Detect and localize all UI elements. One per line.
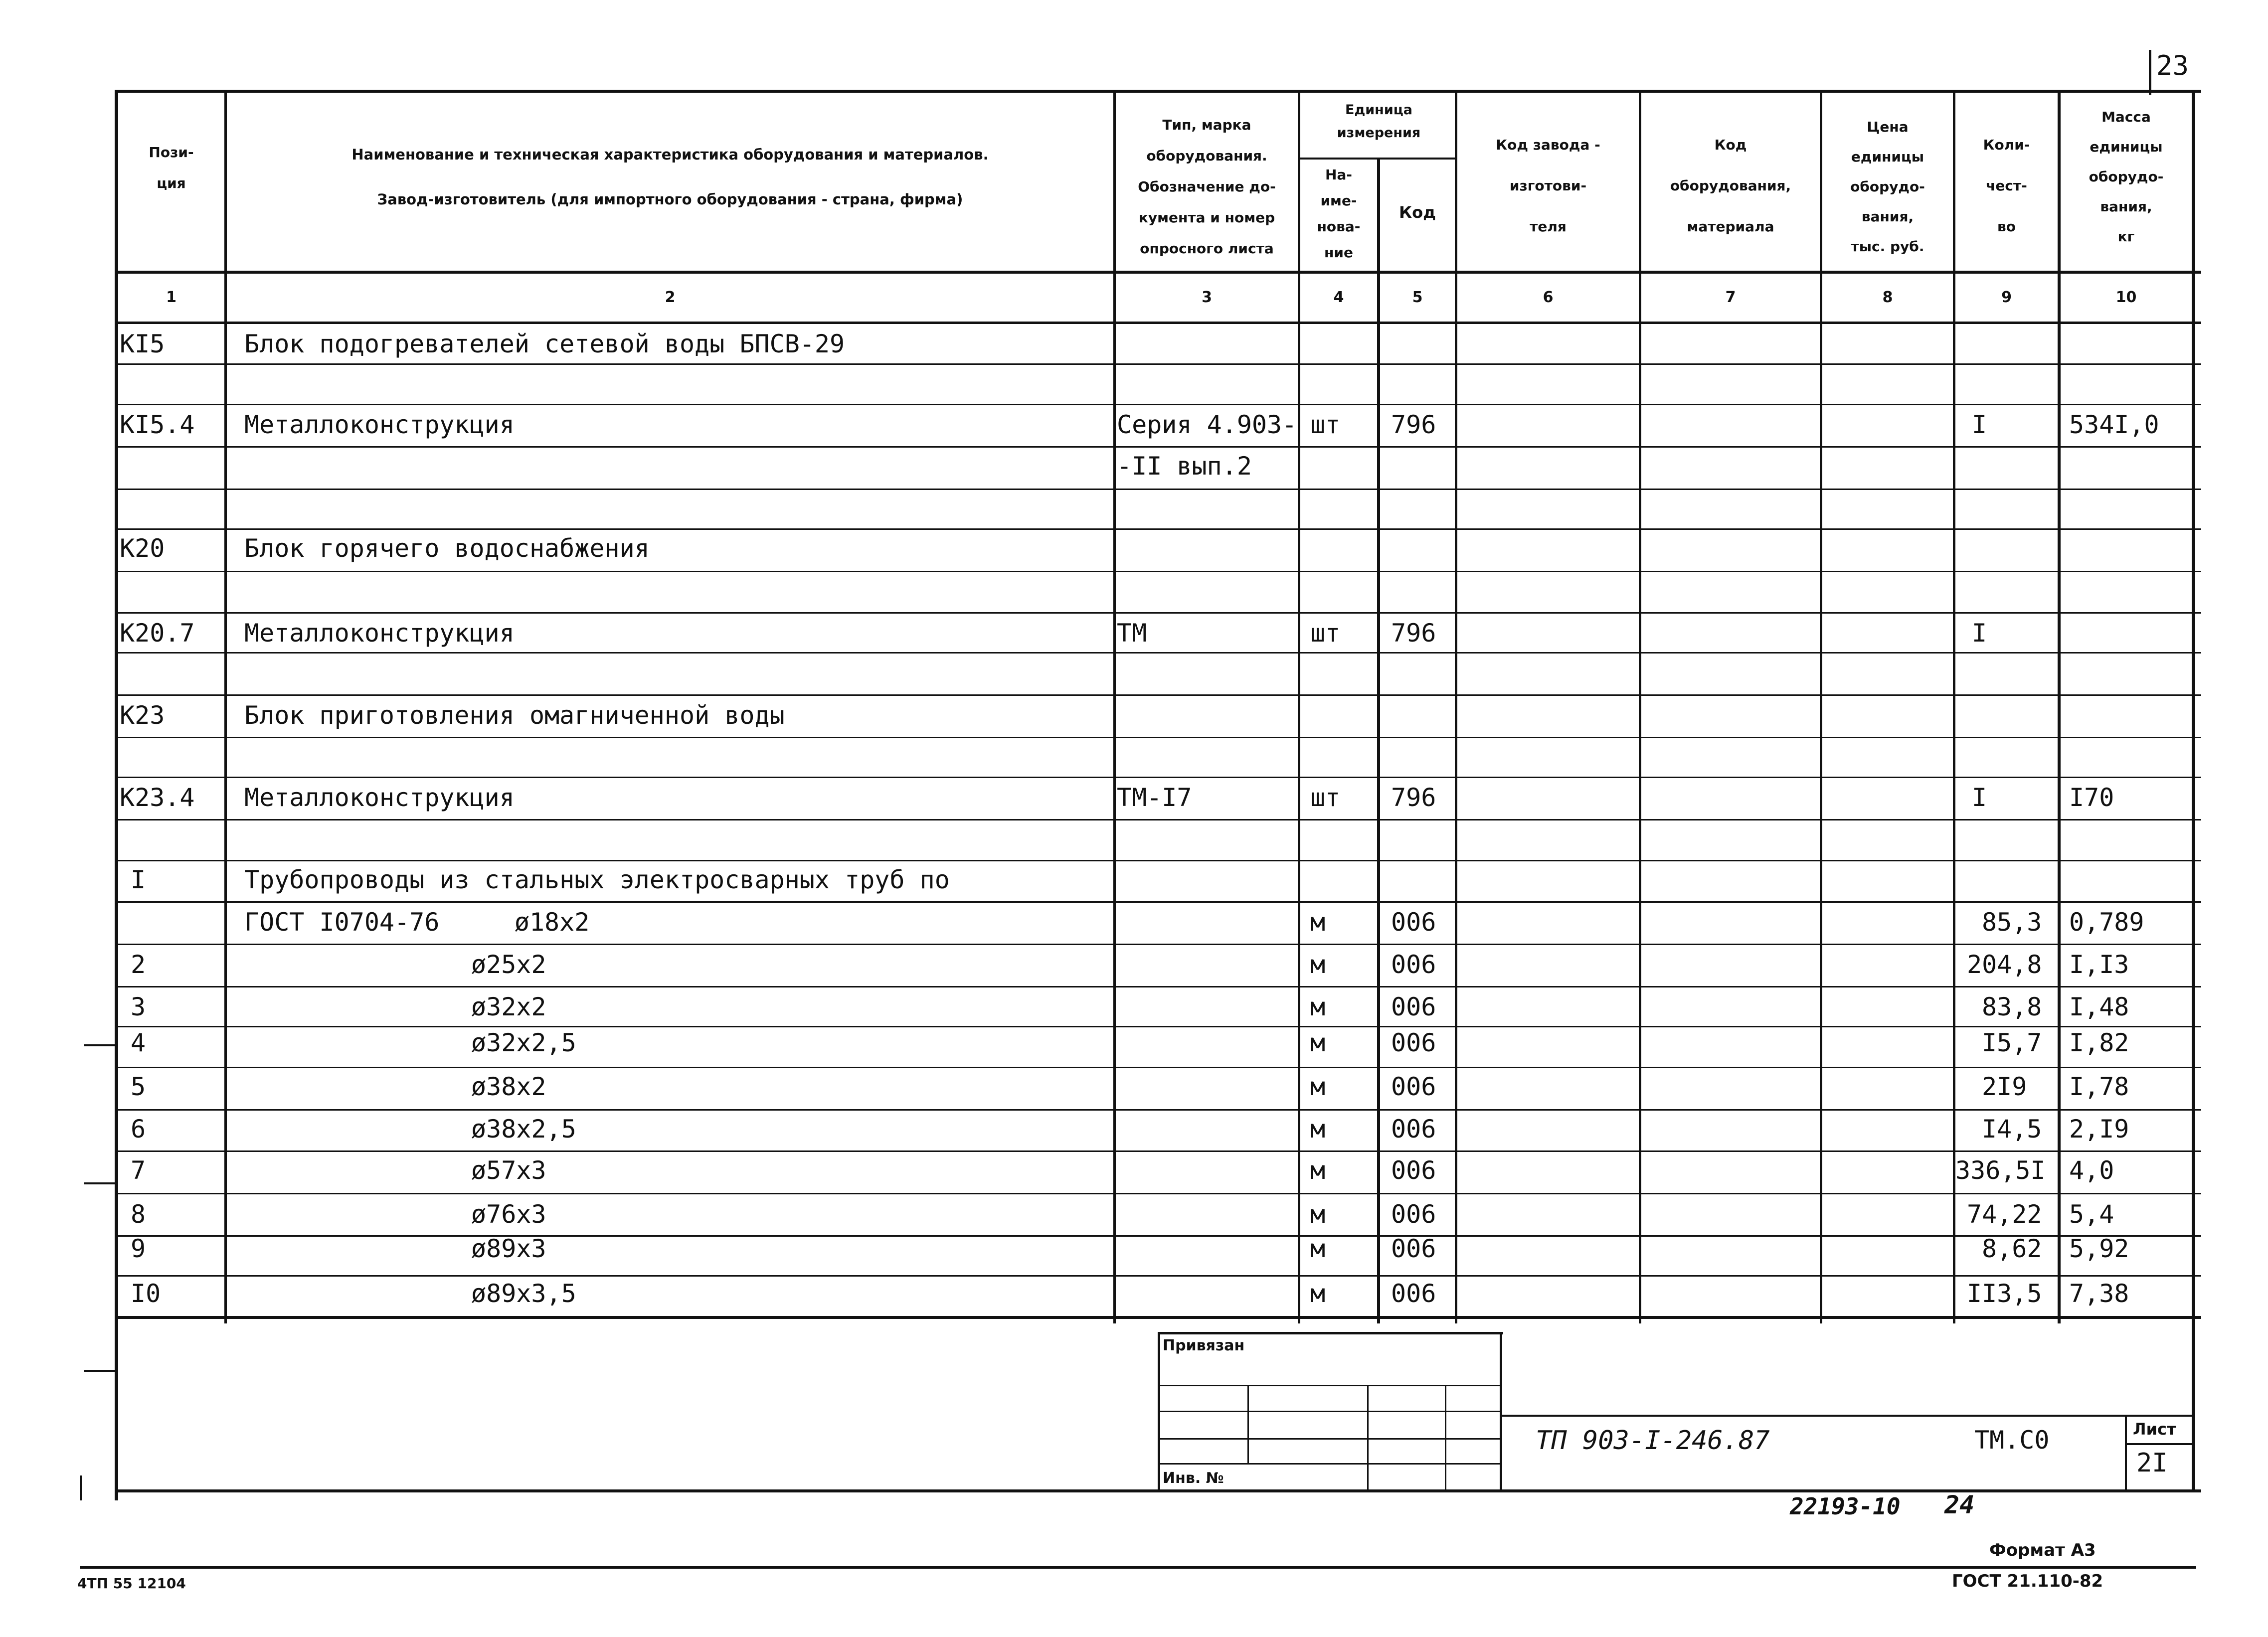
corner-bracket [2149,50,2151,95]
row-quantity: I4,5 [1982,1115,2042,1144]
sheet-number: 2I [2136,1448,2168,1478]
margin-corner-vertical [80,1475,82,1500]
row-line [115,528,2201,530]
row-code: 006 [1391,908,1436,937]
row-line [115,1193,2201,1194]
sheet-box-left [2125,1415,2127,1492]
row-mass: 5,92 [2069,1234,2129,1263]
colnum-2: 2 [665,289,676,306]
row-position: K20.7 [120,619,195,648]
footer-line [80,1566,2196,1569]
row-name: ГОСТ I0704-76 ø18x2 [244,908,590,937]
row-unit: м [1310,950,1326,979]
row-quantity: I [1972,619,1987,648]
header-unit-code: Код [1399,203,1436,222]
row-quantity: 336,5I [1955,1156,2046,1185]
sheet-label: Лист [2133,1420,2176,1439]
stamp-col [1247,1385,1249,1465]
row-position: K20 [120,534,165,563]
stamp-row [1159,1463,1502,1465]
row-line [115,777,2201,778]
row-line [115,860,2201,861]
bottom-left-code: 4ТП 55 12104 [77,1575,186,1592]
row-name: ø89x3,5 [471,1279,576,1308]
row-name: Металлоконструкция [244,410,515,439]
handwritten-page: 24 [1944,1490,1975,1519]
col-line-left [115,90,118,1500]
row-unit: м [1310,1028,1326,1057]
row-code: 796 [1391,783,1436,812]
row-line [115,1026,2201,1027]
header-mass: Масса единицы оборудо- вания, кг [2089,109,2164,245]
row-code: 006 [1391,1279,1436,1308]
row-code: 006 [1391,1072,1436,1101]
row-mass: 534I,0 [2069,410,2159,439]
row-unit: шт [1310,410,1341,439]
row-position: 6 [131,1115,146,1144]
row-line [115,944,2201,945]
row-line [115,986,2201,987]
row-unit: м [1310,1156,1326,1185]
row-code: 796 [1391,619,1436,648]
row-name: Металлоконструкция [244,619,515,648]
row-position: K23.4 [120,783,195,812]
row-name: ø25x2 [471,950,546,979]
row-position: 4 [131,1028,146,1057]
stamp-row [1159,1385,1502,1386]
row-line [115,737,2201,738]
row-line [115,363,2201,365]
colnum-10: 10 [2115,289,2137,306]
sheet-box-divider [2125,1443,2195,1445]
row-quantity: 74,22 [1967,1200,2042,1229]
colnum-4: 4 [1333,289,1344,306]
margin-tick [84,1370,116,1372]
row-name: ø89x3 [471,1234,546,1263]
row-name: ø32x2 [471,992,546,1021]
row-unit: м [1310,1234,1326,1263]
row-unit: шт [1310,783,1341,812]
row-line [115,1067,2201,1068]
row-mass: I,48 [2069,992,2129,1021]
row-name: ø38x2 [471,1072,546,1101]
row-name: Блок горячего водоснабжения [244,534,650,563]
row-name: Блок подогревателей сетевой воды БПСВ-29 [244,329,845,358]
row-position: KI5.4 [120,410,195,439]
colnum-7: 7 [1725,289,1736,306]
row-type: ТМ [1117,619,1147,648]
row-mass: 7,38 [2069,1279,2129,1308]
table-bottom-border [115,1316,2201,1319]
row-line [115,819,2201,820]
row-code: 006 [1391,992,1436,1021]
row-code: 796 [1391,410,1436,439]
row-position: I0 [131,1279,161,1308]
row-position: 2 [131,950,146,979]
document-mark: ТМ.С0 [1974,1426,2050,1455]
row-position: 5 [131,1072,146,1101]
row-unit: шт [1310,619,1341,648]
row-name: ø76x3 [471,1200,546,1229]
row-unit: м [1310,908,1326,937]
colnum-3: 3 [1202,289,1212,306]
row-unit: м [1310,1115,1326,1144]
stamp-row [1159,1411,1502,1412]
row-unit: м [1310,1279,1326,1308]
margin-tick [84,1044,116,1046]
stamp-row [1159,1438,1502,1440]
header-name: Наименование и техническая характеристика оборудования и материалов. Завод-изготовитель (для импортного оборудования - страна, фирма) [351,146,989,208]
row-line [115,489,2201,490]
row-line [115,612,2201,614]
row-position: I [131,865,146,894]
row-line [115,1275,2201,1277]
row-name: Блок приготовления омагниченной воды [244,701,785,730]
row-quantity: 83,8 [1982,992,2042,1021]
row-mass: 0,789 [2069,908,2144,937]
header-price: Цена единицы оборудо- вания, тыс. руб. [1850,119,1925,255]
row-code: 006 [1391,1028,1436,1057]
row-quantity: I [1972,783,1987,812]
row-quantity: 8,62 [1982,1234,2042,1263]
row-position: 3 [131,992,146,1021]
row-type: Серия 4.903- [1117,410,1297,439]
row-position: 7 [131,1156,146,1185]
row-mass: 5,4 [2069,1200,2114,1229]
margin-tick [84,1182,116,1184]
format-label: Формат А3 [1989,1540,2096,1560]
header-type: Тип, марка оборудования. Обозначение до- кумента и номер опросного листа [1138,117,1276,257]
row-name: Трубопроводы из стальных электросварных труб по [244,865,950,894]
header-position: Пози- ция [149,144,194,191]
handwritten-note: 22193-10 [1790,1493,1901,1520]
row-mass: I,I3 [2069,950,2129,979]
row-code: 006 [1391,950,1436,979]
inventory-number-label: Инв. № [1163,1470,1224,1487]
colnum-1: 1 [166,289,176,306]
row-line [115,446,2201,448]
header-top-border [115,90,2201,93]
row-line [115,1150,2201,1152]
stamp-col [1367,1385,1369,1489]
header-unit: Единица измерения [1337,102,1421,141]
row-quantity: 85,3 [1982,908,2042,937]
row-unit: м [1310,1072,1326,1101]
colnum-9: 9 [2001,289,2012,306]
row-position: KI5 [120,329,165,358]
privyazan-label: Привязан [1163,1337,1245,1354]
title-block-divider [1501,1415,2194,1417]
row-line [115,694,2201,696]
colnum-8: 8 [1882,289,1893,306]
header-quantity: Коли- чест- во [1983,137,2030,235]
colnum-5: 5 [1412,289,1423,306]
row-unit: м [1310,1200,1326,1229]
row-quantity: I5,7 [1982,1028,2042,1057]
header-equipment-code: Код оборудования, материала [1670,137,1791,235]
row-mass: 4,0 [2069,1156,2114,1185]
row-mass: 2,I9 [2069,1115,2129,1144]
row-quantity: 2I9 [1982,1072,2027,1101]
stamp-col [1445,1385,1446,1489]
document-code: ТП 903-I-246.87 [1536,1426,1770,1456]
row-position: K23 [120,701,165,730]
row-code: 006 [1391,1115,1436,1144]
row-mass: I,78 [2069,1072,2129,1101]
sheet-corner-number: 23 [2156,50,2189,81]
row-quantity: I [1972,410,1987,439]
row-line [115,652,2201,654]
row-position: 9 [131,1234,146,1263]
row-type: -II вып.2 [1117,452,1252,481]
row-line [115,901,2201,903]
row-mass: I,82 [2069,1028,2129,1057]
row-line [115,571,2201,572]
row-quantity: 204,8 [1967,950,2042,979]
row-line [115,1109,2201,1111]
row-unit: м [1310,992,1326,1021]
row-name: Металлоконструкция [244,783,515,812]
row-name: ø38x2,5 [471,1115,576,1144]
row-code: 006 [1391,1156,1436,1185]
row-code: 006 [1391,1234,1436,1263]
row-name: ø32x2,5 [471,1028,576,1057]
row-position: 8 [131,1200,146,1229]
row-mass: I70 [2069,783,2114,812]
row-quantity: II3,5 [1967,1279,2042,1308]
row-code: 006 [1391,1200,1436,1229]
colnum-6: 6 [1543,289,1554,306]
header-unit-name: На- име- нова- ние [1317,166,1361,261]
row-line [115,404,2201,405]
header-factory-code: Код завода - изготови- теля [1496,137,1600,235]
row-name: ø57x3 [471,1156,546,1185]
stamp-top [1159,1332,1503,1334]
col-line-right [2192,90,2195,1323]
col-line-4 [1377,158,1380,1323]
frame-right [2192,1316,2195,1492]
row-type: ТМ-I7 [1117,783,1192,812]
gost-label: ГОСТ 21.110-82 [1952,1571,2103,1591]
row-line [115,1235,2201,1237]
